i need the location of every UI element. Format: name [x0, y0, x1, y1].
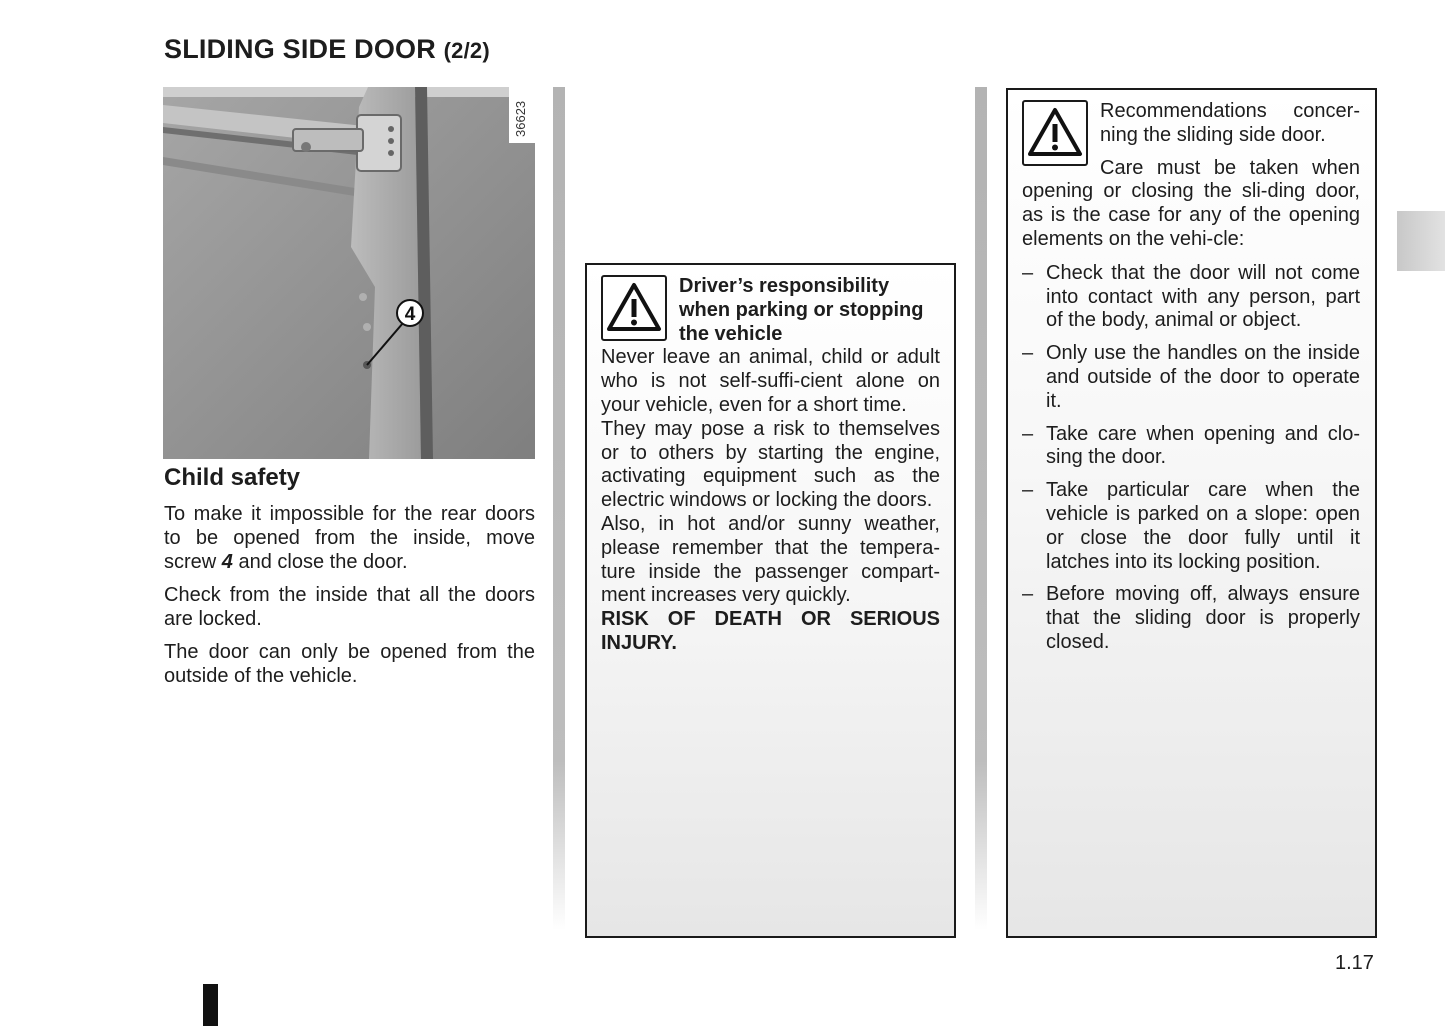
list-item: – Before moving off, always ensure that the sliding door is properly closed. [1022, 583, 1360, 654]
crop-mark [203, 984, 218, 1026]
list-item: – Take care when opening and clo-sing the door. [1022, 423, 1360, 471]
column-divider [553, 87, 565, 930]
title-text: SLIDING SIDE DOOR [164, 34, 436, 64]
title-part: (2/2) [443, 38, 490, 63]
door-photo [163, 87, 535, 459]
warning-parking-emphasis: RISK OF DEATH OR SERIOUS INJURY. [601, 608, 940, 654]
child-safety-paragraph: To make it impossible for the rear doors to be opened from the inside, move screw 4 and close the door. [164, 503, 535, 573]
image-reference: 36623 [513, 100, 528, 137]
screw-number: 4 [221, 551, 233, 573]
warning-box-parking [585, 263, 956, 938]
child-safety-paragraph: Check from the inside that all the doors are locked. [164, 584, 535, 630]
column-divider [975, 87, 987, 930]
child-safety-heading: Child safety [164, 464, 301, 491]
page-title [164, 34, 490, 65]
list-item: – Check that the door will not come into contact with any person, part of the body, animal or object. [1022, 262, 1360, 333]
page-number: 1.17 [1335, 952, 1374, 974]
list-item: – Only use the handles on the inside and outside of the door to operate it. [1022, 342, 1360, 413]
warning-box-sliding-door [1006, 88, 1377, 938]
warning-sliding-list [1022, 262, 1360, 655]
child-safety-text [164, 502, 535, 697]
section-tab-marker [1397, 211, 1445, 271]
warning-triangle-icon [601, 275, 667, 341]
warning-parking-text: Never leave an animal, child or adult who is not self-suffi-cient alone on your vehicle, even for a short time. [601, 346, 940, 416]
list-item: – Take particular care when the vehicle is parked on a slope: open or close the door fully until it latches into its locking position. [1022, 479, 1360, 574]
warning-parking-heading: Driver’s responsibility when parking or stopping the vehicle [679, 275, 924, 345]
warning-sliding-care: Care must be taken when opening or closing the sli-ding door, as is the case for any of the opening elements on the vehi-cle: [1022, 156, 1360, 250]
door-photo-illustration [163, 87, 535, 459]
warning-parking-text: They may pose a risk to themselves or to others by starting the engine, activating equipment such as the electric windows or locking the doors. [601, 417, 940, 512]
child-safety-paragraph: The door can only be opened from the outside of the vehicle. [164, 641, 535, 687]
warning-parking-text: Also, in hot and/or sunny weather, please remember that the tempera-ture inside the passenger compart-ment increases very quickly. [601, 512, 940, 607]
warning-triangle-icon [1022, 100, 1088, 166]
warning-sliding-intro: Recommendations concer-ning the sliding side door. [1100, 100, 1360, 146]
callout-label: 4 [404, 304, 416, 325]
